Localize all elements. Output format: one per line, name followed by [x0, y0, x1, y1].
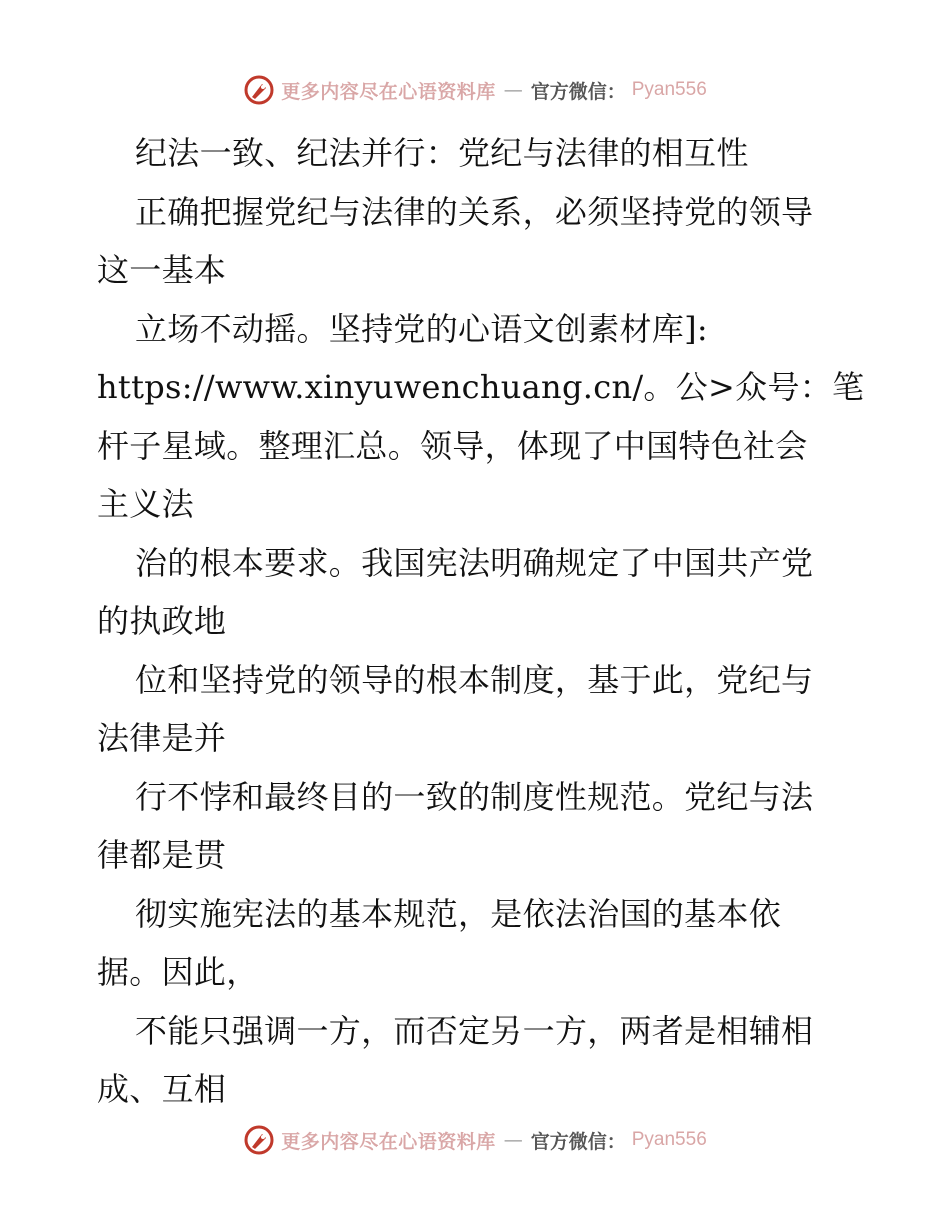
pen-nib-logo-icon — [243, 1124, 275, 1156]
body-line: 立场不动摇。坚持党的心语文创素材库]: — [135, 309, 708, 348]
banner-dash: — — [503, 79, 523, 101]
body-line: 位和坚持党的领导的根本制度，基于此，党纪与 — [135, 660, 814, 699]
body-line: 治的根本要求。我国宪法明确规定了中国共产党 — [135, 543, 814, 582]
body-line: 成、互相 — [97, 1070, 227, 1108]
banner-wechat-id: Pyan556 — [631, 79, 707, 100]
body-line: 法律是并 — [97, 719, 227, 757]
body-line: 据。因此， — [97, 953, 259, 991]
pen-nib-logo-icon — [243, 74, 275, 106]
banner-site-text: 更多内容尽在心语资料库 — [281, 80, 496, 103]
banner-wechat-label: 官方微信： — [530, 80, 626, 103]
body-line: 行不悖和最终目的一致的制度性规范。党纪与法 — [135, 777, 814, 816]
body-line: 彻实施宪法的基本规范，是依法治国的基本依 — [135, 894, 782, 933]
header-banner — [0, 72, 950, 108]
body-line: 主义法 — [97, 485, 194, 523]
footer-wechat-label: 官方微信： — [530, 1130, 626, 1153]
document-body — [97, 124, 865, 1119]
body-line: 纪法一致、纪法并行：党纪与法律的相互性 — [135, 134, 749, 172]
body-line: 正确把握党纪与法律的关系，必须坚持党的领导 — [135, 192, 814, 231]
body-line: 不能只强调一方，而否定另一方，两者是相辅相 — [135, 1011, 814, 1050]
body-line: https://www.xinyuwenchuang.cn/。公>众号：笔 — [97, 368, 865, 406]
footer-banner — [0, 1122, 950, 1158]
body-line: 杆子星域。整理汇总。领导，体现了中国特色社会 — [97, 426, 808, 465]
footer-wechat-id: Pyan556 — [631, 1129, 707, 1150]
body-line: 的执政地 — [97, 602, 227, 640]
footer-dash: — — [503, 1129, 523, 1151]
footer-site-text: 更多内容尽在心语资料库 — [281, 1130, 496, 1153]
body-line: 这一基本 — [97, 251, 227, 289]
body-line: 律都是贯 — [97, 836, 227, 874]
